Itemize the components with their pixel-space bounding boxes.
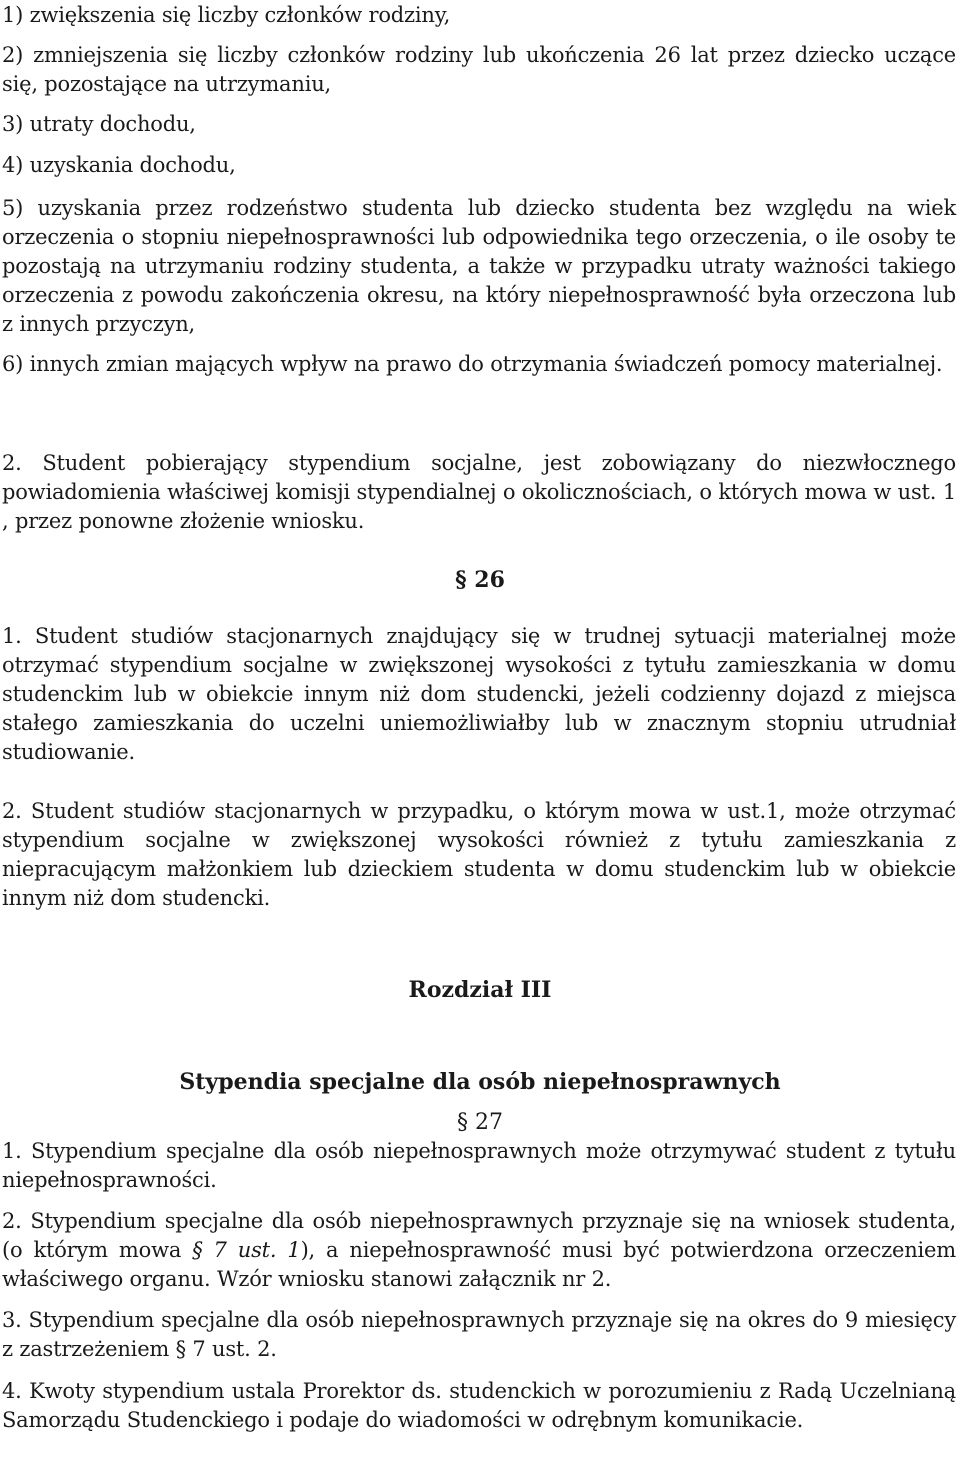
list-item-5: 5) uzyskania przez rodzeństwo studenta lub dziecko studenta bez względu na wiek orzeczenia o stopniu niepełnosprawności lub odpowiednika tego orzeczenia, o ile osoby te pozostają na utrzymaniu rodziny studenta, a także w przypadku utraty ważności takiego orzeczenia z powodu zakończenia okresu, na który niepełnosprawność była orzeczona lub z innych przyczyn, [2,196,956,336]
paragraph-26-2: 2. Student studiów stacjonarnych w przypadku, o którym mowa w ust.1, może otrzymać stypendium socjalne w zwiększonej wysokości również z tytułu zamieszkania z niepracującym małżonkiem lub dzieckiem studenta w domu studenckim lub w obiekcie innym niż dom studencki. [2,799,956,910]
section-26-heading: § 26 [455,567,505,593]
chapter-title: Stypendia specjalne dla osób niepełnosprawnych [179,1069,781,1095]
paragraph-26-1: 1. Student studiów stacjonarnych znajdujący się w trudnej sytuacji materialnej może otrzymać stypendium socjalne w zwiększonej wysokości z tytułu zamieszkania w domu studenckim lub w obiekcie innym niż dom studencki, jeżeli codzienny dojazd z miejsca stałego zamieszkania do uczelni uniemożliwiałby lub w znacznym stopniu utrudniał studiowanie. [2,624,956,764]
list-item-4: 4) uzyskania dochodu, [2,153,236,177]
paragraph-27-4: 4. Kwoty stypendium ustala Prorektor ds. studenckich w porozumieniu z Radą Uczelnianą Samorządu Studenckiego i podaje do wiadomości w odrębnym komunikacie. [2,1379,956,1432]
paragraph-27-2 [2,1207,956,1294]
list-item-3: 3) utraty dochodu, [2,112,196,136]
paragraph-27-2-end: ), a niepełnosprawność musi być potwierdzona orzeczeniem właściwego organu. Wzór wniosku stanowi załącznik nr 2. [2,1238,956,1291]
paragraph-27-2-start: 2. Stypendium specjalne dla osób niepełnosprawnych przyznaje się na wniosek studenta, (o którym mowa [2,1209,956,1262]
paragraph-27-2-reference: § 7 ust. 1 [192,1238,301,1262]
list-item-1: 1) zwiększenia się liczby członków rodziny, [2,3,451,27]
paragraph-27-3: 3. Stypendium specjalne dla osób niepełnosprawnych przyznaje się na okres do 9 miesięcy z zastrzeżeniem § 7 ust. 2. [2,1308,956,1361]
list-item-6: 6) innych zmian mających wpływ na prawo do otrzymania świadczeń pomocy materialnej. [2,352,943,376]
chapter-heading: Rozdział III [408,977,552,1003]
paragraph-27-1: 1. Stypendium specjalne dla osób niepełnosprawnych może otrzymywać student z tytułu niepełnosprawności. [2,1139,956,1192]
section-27-heading: § 27 [457,1110,503,1135]
list-item-2: 2) zmniejszenia się liczby członków rodziny lub ukończenia 26 lat przez dziecko uczące się, pozostające na utrzymaniu, [2,43,956,96]
paragraph-25-2: 2. Student pobierający stypendium socjalne, jest zobowiązany do niezwłocznego powiadomienia właściwej komisji stypendialnej o okolicznościach, o których mowa w ust. 1 , przez ponowne złożenie wniosku. [2,451,956,533]
